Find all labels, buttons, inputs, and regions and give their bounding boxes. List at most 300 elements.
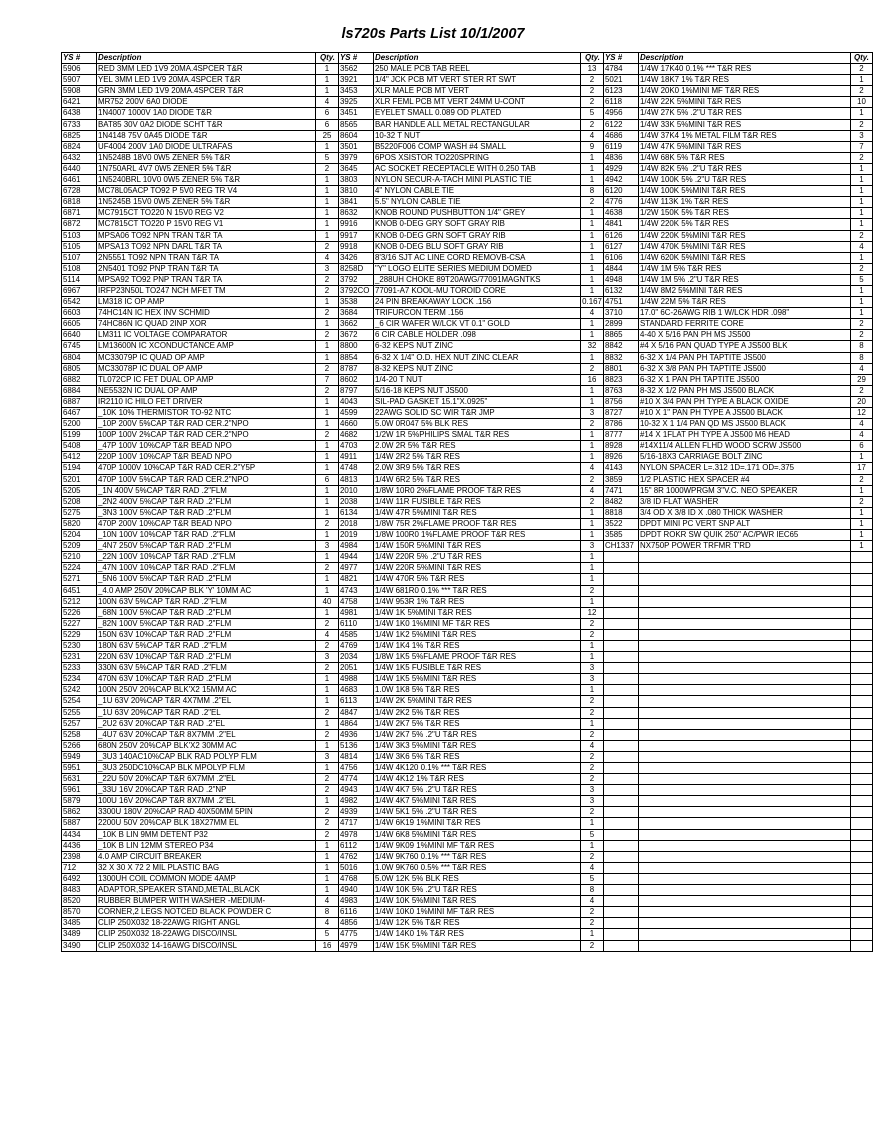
description-cell: 3300U 180V 20%CAP RAD 40X50MM 5PIN — [97, 807, 316, 818]
ys-number-cell: 6640 — [62, 330, 97, 341]
description-cell: _3N3 100V 5%CAP T&R RAD .2"FLM — [97, 507, 316, 518]
ys-number-cell: 5201 — [62, 474, 97, 485]
ys-number-cell: 5224 — [62, 563, 97, 574]
description-cell: MC7815CT TO220 P 15V0 REG V1 — [97, 219, 316, 230]
ys-number-cell: 4143 — [604, 463, 639, 474]
description-cell: _288UH CHOKE 89T20AWG/77091MAGNTKS — [374, 274, 581, 285]
description-cell: NE5532N IC DUAL OP AMP — [97, 385, 316, 396]
table-row — [62, 130, 873, 141]
table-row — [62, 685, 873, 696]
qty-cell: 1 — [316, 396, 339, 407]
ys-number-cell: 6126 — [604, 230, 639, 241]
qty-cell: 1 — [581, 252, 604, 263]
qty-cell: 2 — [581, 907, 604, 918]
qty-cell: 1 — [316, 607, 339, 618]
ys-number-cell: 5254 — [62, 696, 97, 707]
qty-cell: 1 — [581, 563, 604, 574]
description-cell: 100U 16V 20%CAP T&R 8X7MM .2"EL — [97, 796, 316, 807]
table-row — [62, 640, 873, 651]
ys-number-cell: 8787 — [339, 363, 374, 374]
qty-cell — [851, 685, 873, 696]
table-row — [62, 374, 873, 385]
qty-cell: 3 — [316, 751, 339, 762]
description-cell: 1/4W 82K 5% .2"U T&R RES — [639, 163, 851, 174]
ys-number-cell: 5021 — [604, 75, 639, 86]
qty-cell: 4 — [316, 629, 339, 640]
qty-cell: 1 — [851, 507, 873, 518]
qty-cell: 2 — [581, 197, 604, 208]
qty-cell: 2 — [581, 585, 604, 596]
table-row — [62, 885, 873, 896]
ys-number-cell: 3672 — [339, 330, 374, 341]
ys-number-cell: 4944 — [339, 552, 374, 563]
description-cell: 1/8W 100R0 1%FLAME PROOF T&R RES — [374, 530, 581, 541]
qty-cell: 3 — [316, 541, 339, 552]
description-cell: 2200U 50V 20%CAP BLK 18X27MM EL — [97, 818, 316, 829]
qty-cell: 1 — [581, 441, 604, 452]
ys-number-cell — [604, 885, 639, 896]
ys-number-cell: 4936 — [339, 729, 374, 740]
description-cell — [639, 796, 851, 807]
ys-number-cell — [604, 718, 639, 729]
table-row — [62, 97, 873, 108]
description-cell: 1/4W 620K 5%MINI T&R RES — [639, 252, 851, 263]
table-row — [62, 873, 873, 884]
ys-number-cell — [604, 574, 639, 585]
qty-cell — [851, 663, 873, 674]
ys-number-cell: 8928 — [604, 441, 639, 452]
description-cell: 1/4W 100K 5%MINI T&R RES — [639, 186, 851, 197]
description-cell — [639, 707, 851, 718]
description-cell: 1/4W 1K5 5%MINI T&R RES — [374, 674, 581, 685]
qty-cell: 1 — [316, 485, 339, 496]
qty-cell: 1 — [316, 208, 339, 219]
ys-number-cell: 6542 — [62, 297, 97, 308]
ys-number-cell — [604, 563, 639, 574]
qty-cell: 1 — [581, 530, 604, 541]
ys-number-cell: 3979 — [339, 152, 374, 163]
qty-cell — [851, 607, 873, 618]
description-cell: _68N 100V 5%CAP T&R RAD .2"FLM — [97, 607, 316, 618]
qty-cell — [851, 885, 873, 896]
qty-cell: 8 — [316, 907, 339, 918]
qty-cell: 2 — [851, 330, 873, 341]
qty-cell — [851, 918, 873, 929]
table-row — [62, 896, 873, 907]
table-row — [62, 352, 873, 363]
ys-number-cell: 6112 — [339, 840, 374, 851]
description-cell: 1/4W 4K120 0.1% *** T&R RES — [374, 763, 581, 774]
description-cell: NYLON SECUR-A-TACH MINI PLASTIC TIE — [374, 175, 581, 186]
description-cell: 1/4W 17K40 0.1% *** T&R RES — [639, 64, 851, 75]
ys-number-cell: 3859 — [604, 474, 639, 485]
qty-cell: 5 — [851, 274, 873, 285]
qty-cell: 1 — [851, 175, 873, 186]
description-cell: 1/8W 75R 2%FLAME PROOF T&R RES — [374, 518, 581, 529]
ys-number-cell: 5271 — [62, 574, 97, 585]
ys-number-cell: 4660 — [339, 419, 374, 430]
ys-number-cell: 3645 — [339, 163, 374, 174]
qty-cell: 2 — [316, 430, 339, 441]
ys-number-cell: 8520 — [62, 896, 97, 907]
ys-number-cell: CH1337 — [604, 541, 639, 552]
ys-number-cell: 2899 — [604, 319, 639, 330]
qty-cell: 1 — [851, 541, 873, 552]
description-cell: 1/4W 4K7 5% .2"U T&R RES — [374, 785, 581, 796]
qty-cell: 4 — [581, 463, 604, 474]
description-cell: 1/4W 220K 5%MINI T&R RES — [639, 230, 851, 241]
ys-number-cell: 4940 — [339, 885, 374, 896]
ys-number-cell: 8786 — [604, 419, 639, 430]
table-row — [62, 208, 873, 219]
description-cell: EYELET SMALL 0.089 OD PLATED — [374, 108, 581, 119]
qty-cell: 13 — [581, 64, 604, 75]
description-cell: DPDT ROKR SW QUIK 250" AC/PWR IEC65 — [639, 530, 851, 541]
ys-number-cell: 5209 — [62, 541, 97, 552]
qty-cell: 25 — [316, 130, 339, 141]
ys-number-cell: 5107 — [62, 252, 97, 263]
description-cell: IR2110 IC HILO FET DRIVER — [97, 396, 316, 407]
qty-cell: 1 — [316, 86, 339, 97]
qty-cell: 2 — [316, 663, 339, 674]
ys-number-cell: 5908 — [62, 86, 97, 97]
ys-number-cell — [604, 763, 639, 774]
description-cell — [639, 807, 851, 818]
ys-number-cell: 5105 — [62, 241, 97, 252]
qty-cell: 2 — [316, 618, 339, 629]
ys-number-cell — [604, 807, 639, 818]
description-cell: 1/4W 953R 1% T&R RES — [374, 596, 581, 607]
description-cell: IRFP23N50L TO247 NCH MFET TM — [97, 285, 316, 296]
qty-cell — [851, 629, 873, 640]
description-cell: 180N 63V 5%CAP T&R RAD .2"FLM — [97, 640, 316, 651]
ys-number-cell: 8632 — [339, 208, 374, 219]
qty-cell: 1 — [851, 308, 873, 319]
description-cell: _47N 100V 10%CAP T&R RAD .2"FLM — [97, 563, 316, 574]
description-cell: 1/8W 1K5 5%FLAME PROOF T&R RES — [374, 652, 581, 663]
qty-cell — [851, 807, 873, 818]
ys-number-cell: 8756 — [604, 396, 639, 407]
description-cell: 10-32 T NUT — [374, 130, 581, 141]
table-row — [62, 507, 873, 518]
qty-cell: 40 — [316, 596, 339, 607]
description-cell: AC SOCKET RECEPTACLE WITH 0.250 TAB — [374, 163, 581, 174]
ys-number-cell: 5951 — [62, 763, 97, 774]
table-row — [62, 330, 873, 341]
qty-cell — [851, 940, 873, 951]
description-cell: MC33078P IC DUAL OP AMP — [97, 363, 316, 374]
description-cell: _2U2 63V 20%CAP T&R RAD .2"EL — [97, 718, 316, 729]
description-cell: "Y" LOGO ELITE SERIES MEDIUM DOMED — [374, 263, 581, 274]
description-cell: _10N 100V 10%CAP T&R RAD .2"FLM — [97, 530, 316, 541]
ys-number-cell: 5194 — [62, 463, 97, 474]
ys-number-cell: 4911 — [339, 452, 374, 463]
qty-cell — [851, 873, 873, 884]
qty-cell: 1 — [581, 152, 604, 163]
qty-cell: 1 — [316, 885, 339, 896]
ys-number-cell: 4814 — [339, 751, 374, 762]
qty-cell: 32 — [581, 341, 604, 352]
qty-cell: 2 — [316, 807, 339, 818]
description-header: Description — [374, 53, 581, 64]
qty-cell: 1 — [316, 352, 339, 363]
header-row — [62, 53, 873, 64]
ys-number-cell: 4844 — [604, 263, 639, 274]
ys-number-cell — [604, 740, 639, 751]
qty-cell: 2 — [581, 363, 604, 374]
description-cell: 1/4W 2R2 5% T&R RES — [374, 452, 581, 463]
qty-cell: 1 — [851, 163, 873, 174]
table-row — [62, 186, 873, 197]
description-cell: 1/4W 47K 5%MINI T&R RES — [639, 141, 851, 152]
description-cell — [639, 607, 851, 618]
description-cell: 1/4W 6K8 5%MINI T&R RES — [374, 829, 581, 840]
description-cell: 1/4W 9K09 1%MINI MF T&R RES — [374, 840, 581, 851]
ys-number-cell: 4864 — [339, 718, 374, 729]
ys-number-cell: 2038 — [339, 496, 374, 507]
qty-cell: 1 — [316, 585, 339, 596]
table-row — [62, 552, 873, 563]
qty-cell — [851, 696, 873, 707]
ys-number-cell: 8483 — [62, 885, 97, 896]
description-cell: MPSA13 TO92 NPN DARL T&R TA — [97, 241, 316, 252]
description-cell — [639, 640, 851, 651]
qty-cell: 4 — [581, 485, 604, 496]
qty-cell: 5 — [581, 108, 604, 119]
description-cell: 2.0W 3R9 5% T&R RES — [374, 463, 581, 474]
table-body — [62, 64, 873, 952]
qty-cell: 0.167 — [582, 297, 602, 307]
ys-number-cell: 5231 — [62, 652, 97, 663]
table-row — [62, 796, 873, 807]
description-cell: LM13600N IC XCONDUCTANCE AMP — [97, 341, 316, 352]
table-row — [62, 596, 873, 607]
qty-cell — [851, 563, 873, 574]
ys-number-cell: 6122 — [604, 119, 639, 130]
qty-cell: 5 — [581, 873, 604, 884]
description-cell: _82N 100V 5%CAP T&R RAD .2"FLM — [97, 618, 316, 629]
qty-cell — [851, 840, 873, 851]
description-cell: 1/4W 2K2 5% T&R RES — [374, 707, 581, 718]
qty-cell — [851, 618, 873, 629]
qty-cell: 3 — [316, 652, 339, 663]
ys-number-cell: 5242 — [62, 685, 97, 696]
description-cell: 470P 200V 10%CAP T&R BEAD NPO — [97, 518, 316, 529]
qty-cell — [851, 729, 873, 740]
ys-number-cell: 8865 — [604, 330, 639, 341]
table-row — [62, 252, 873, 263]
qty-cell: 16 — [581, 374, 604, 385]
ys-number-cell: 6871 — [62, 208, 97, 219]
description-cell: 100N 63V 5%CAP T&R RAD .2"FLM — [97, 596, 316, 607]
table-row — [62, 308, 873, 319]
ys-number-cell — [604, 818, 639, 829]
ys-number-cell: 8832 — [604, 352, 639, 363]
description-cell: 1/8W 10R0 2%FLAME PROOF T&R RES — [374, 485, 581, 496]
ys-number-cell: 5961 — [62, 785, 97, 796]
ys-number-cell — [604, 729, 639, 740]
qty-cell: 1 — [581, 929, 604, 940]
qty-cell: 9 — [581, 141, 604, 152]
description-cell — [639, 563, 851, 574]
qty-cell: 1 — [316, 463, 339, 474]
ys-number-cell: 4683 — [339, 685, 374, 696]
description-cell: 8'3/16 SJT AC LINE CORD REMOVB-CSA — [374, 252, 581, 263]
description-cell: 1/4W 47R 5%MINI T&R RES — [374, 507, 581, 518]
description-cell — [639, 929, 851, 940]
description-cell: MC7915CT TO220 N 15V0 REG V2 — [97, 208, 316, 219]
ys-number-cell: 2051 — [339, 663, 374, 674]
ys-number-cell: 4434 — [62, 829, 97, 840]
description-cell: #4 X 5/16 PAN QUAD TYPE A JS500 BLK — [639, 341, 851, 352]
description-cell: KNOB ROUND PUSHBUTTON 1/4" GREY — [374, 208, 581, 219]
ys-number-cell — [604, 596, 639, 607]
qty-cell: 4 — [581, 740, 604, 751]
ys-number-cell: 6887 — [62, 396, 97, 407]
ys-number-cell: 6745 — [62, 341, 97, 352]
ys-number-cell: 9918 — [339, 241, 374, 252]
ys-number-cell: 8763 — [604, 385, 639, 396]
qty-cell: 4 — [316, 252, 339, 263]
qty-cell: 1 — [316, 64, 339, 75]
ys-number-cell: 6113 — [339, 696, 374, 707]
description-cell: 1N5240BRL 10V0 0W5 ZENER 5% T&R — [97, 175, 316, 186]
table-row — [62, 929, 873, 940]
ys-number-cell: 8854 — [339, 352, 374, 363]
table-row — [62, 285, 873, 296]
qty-cell: 4 — [316, 97, 339, 108]
ys-number-cell: 5275 — [62, 507, 97, 518]
ys-number-cell: 3925 — [339, 97, 374, 108]
description-cell — [639, 885, 851, 896]
qty-cell: 1 — [316, 175, 339, 186]
ys-number-cell — [604, 674, 639, 685]
table-row — [62, 108, 873, 119]
ys-number-cell: 4977 — [339, 563, 374, 574]
ys-number-cell: 8842 — [604, 341, 639, 352]
description-cell — [639, 696, 851, 707]
ys-number-cell: 5257 — [62, 718, 97, 729]
qty-cell: 1 — [581, 175, 604, 186]
qty-cell: 4 — [581, 862, 604, 873]
ys-number-cell: 4717 — [339, 818, 374, 829]
ys-number-cell: 5016 — [339, 862, 374, 873]
qty-cell: 2 — [316, 729, 339, 740]
description-cell: 1/4W 2K 5%MINI T&R RES — [374, 696, 581, 707]
qty-cell — [851, 829, 873, 840]
qty-cell: 12 — [581, 607, 604, 618]
table-row — [62, 197, 873, 208]
ys-number-cell: 4847 — [339, 707, 374, 718]
ys-number-cell: 3453 — [339, 86, 374, 97]
ys-number-cell: 6467 — [62, 408, 97, 419]
ys-number-cell — [604, 940, 639, 951]
ys-number-cell: 6818 — [62, 197, 97, 208]
table-row — [62, 163, 873, 174]
ys-number-cell: 5906 — [62, 64, 97, 75]
qty-cell: 1 — [851, 530, 873, 541]
description-cell: 1/4W 27K 5% .2"U T&R RES — [639, 108, 851, 119]
description-cell: 1/4W 22M 5% T&R RES — [639, 297, 851, 308]
qty-cell: 1 — [316, 219, 339, 230]
qty-cell: 1 — [316, 696, 339, 707]
ys-number-cell: 4599 — [339, 408, 374, 419]
ys-number-cell: 3426 — [339, 252, 374, 263]
table-row — [62, 230, 873, 241]
qty-cell: 1 — [581, 263, 604, 274]
description-cell: #14 X 1FLAT PH TYPE A JS500 M6 HEAD — [639, 430, 851, 441]
qty-cell: 1 — [581, 385, 604, 396]
ys-number-cell: 4956 — [604, 108, 639, 119]
ys-number-cell: 5210 — [62, 552, 97, 563]
qty-cell: 1 — [581, 330, 604, 341]
description-cell: 1/4W 1K 5%MINI T&R RES — [374, 607, 581, 618]
table-row — [62, 840, 873, 851]
qty-cell: 29 — [851, 374, 873, 385]
ys-number-cell: 8800 — [339, 341, 374, 352]
qty-cell: 1 — [581, 163, 604, 174]
qty-cell: 3 — [316, 263, 339, 274]
qty-cell: 10 — [851, 97, 873, 108]
description-cell — [639, 896, 851, 907]
ys-number-cell: 4983 — [339, 896, 374, 907]
ys-number-cell: 8565 — [339, 119, 374, 130]
ys-number-cell: 4436 — [62, 840, 97, 851]
qty-cell: 1 — [581, 230, 604, 241]
table-row — [62, 474, 873, 485]
ys-number-cell: 5887 — [62, 818, 97, 829]
description-cell: 5/16-18X3 CARRIAGE BOLT ZINC — [639, 452, 851, 463]
qty-cell: 2 — [851, 319, 873, 330]
ys-number-cell — [604, 907, 639, 918]
ys-number-cell: 6123 — [604, 86, 639, 97]
qty-cell: 1 — [851, 186, 873, 197]
description-cell: 330N 63V 5%CAP T&R RAD .2"FLM — [97, 663, 316, 674]
qty-cell: 3 — [581, 796, 604, 807]
ys-number-cell: 712 — [62, 862, 97, 873]
description-cell: 1/4W 18K7 1% T&R RES — [639, 75, 851, 86]
table-row — [62, 396, 873, 407]
qty-cell: 1 — [581, 430, 604, 441]
qty-cell: 4 — [851, 419, 873, 430]
qty-cell: 2 — [316, 518, 339, 529]
ys-number-cell: 6116 — [339, 907, 374, 918]
ys-number-cell — [604, 585, 639, 596]
table-row — [62, 319, 873, 330]
qty-cell: 1 — [316, 507, 339, 518]
qty-cell: 1 — [851, 108, 873, 119]
description-cell: 470N 63V 10%CAP T&R RAD .2"FLM — [97, 674, 316, 685]
qty-cell: 1 — [316, 230, 339, 241]
description-cell: 1/4W 22K 5%MINI T&R RES — [639, 97, 851, 108]
qty-cell — [851, 751, 873, 762]
qty-cell: 1 — [581, 652, 604, 663]
qty-cell: 1 — [581, 219, 604, 230]
table-row — [62, 463, 873, 474]
ys-number-cell: 4748 — [339, 463, 374, 474]
table-row — [62, 141, 873, 152]
description-cell — [639, 907, 851, 918]
description-cell: NX750P POWER TRFMR T'RD — [639, 541, 851, 552]
ys-number-cell: 4836 — [604, 152, 639, 163]
description-cell: 1/4W 470K 5%MINI T&R RES — [639, 241, 851, 252]
ys-number-cell: 5227 — [62, 618, 97, 629]
qty-cell — [851, 640, 873, 651]
description-cell — [639, 740, 851, 751]
qty-cell: 1 — [851, 518, 873, 529]
qty-cell: 2 — [851, 230, 873, 241]
description-cell: 1/4W 100K 5% .2"U T&R RES — [639, 175, 851, 186]
